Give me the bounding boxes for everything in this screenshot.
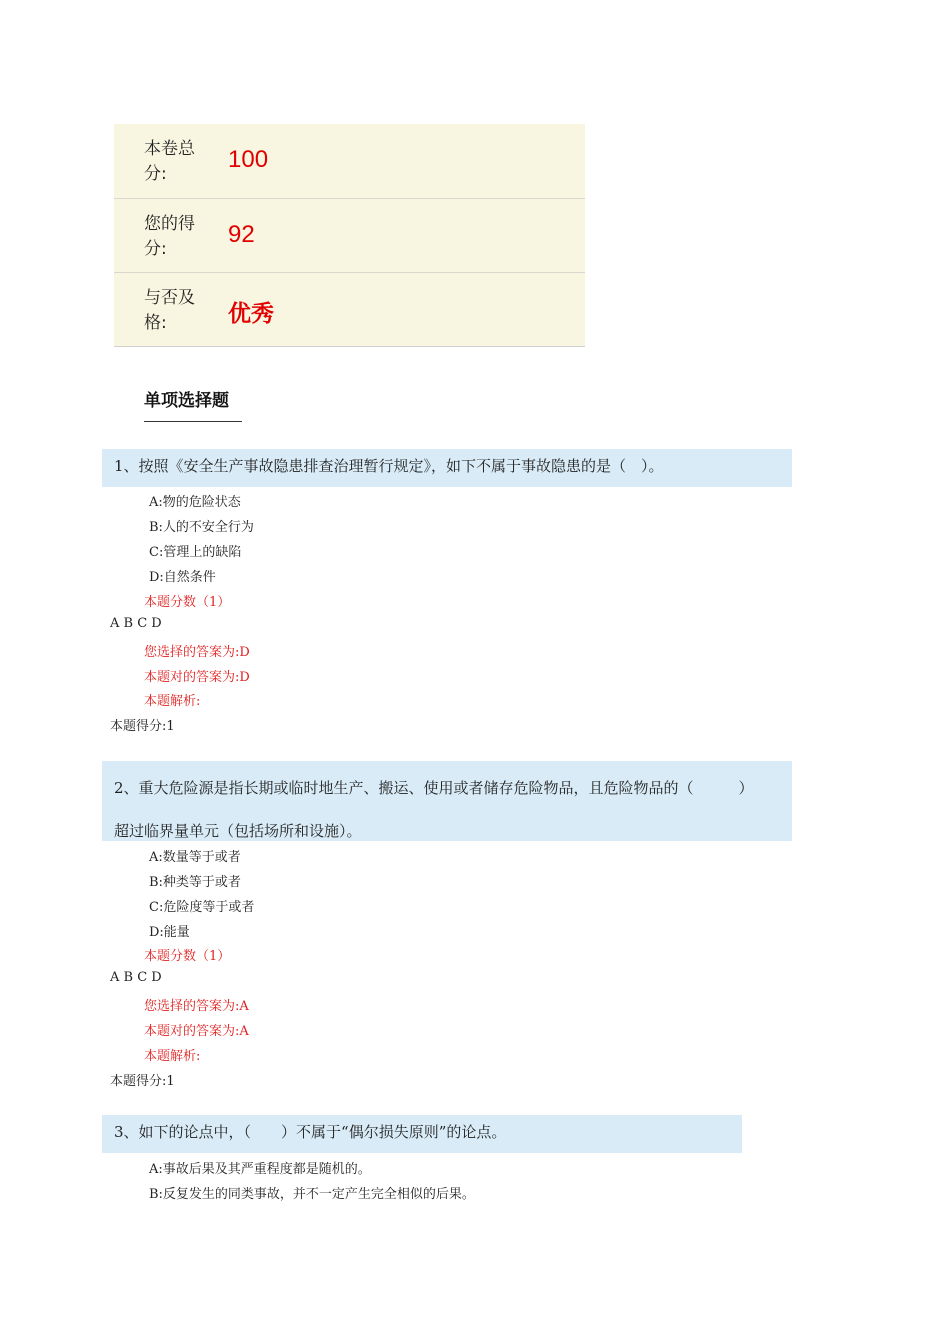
question-3-option-a[interactable]: A:事故后果及其严重程度都是随机的。 [149,1162,371,1177]
question-1-points: 本题分数（1） [144,595,231,610]
pass-status-value: 优秀 [228,301,274,327]
total-score-row [114,124,585,198]
question-1-option-d[interactable]: D:自然条件 [149,570,216,585]
your-score-row [114,198,585,272]
your-score-label: 您的得分: [144,214,195,259]
question-2-option-c[interactable]: C:危险度等于或者 [149,900,255,915]
section-title: 单项选择题 [144,386,242,422]
question-1-your-answer: 您选择的答案为:D [144,645,250,660]
question-1-score: 本题得分:1 [110,719,175,734]
question-1-text: 1、按照《安全生产事故隐患排查治理暂行规定》，如下不属于事故隐患的是（ ）。 [114,457,664,475]
pass-status-row [114,272,585,346]
question-2-analysis: 本题解析: [144,1049,201,1064]
question-1-correct-answer: 本题对的答案为:D [144,670,250,685]
question-3-text: 3、如下的论点中，（ ）不属于“偶尔损失原则”的论点。 [114,1123,507,1141]
question-1-option-c[interactable]: C:管理上的缺陷 [149,545,242,560]
question-2-text: 2、重大危险源是指长期或临时地生产、搬运、使用或者储存危险物品，且危险物品的（ ）超过临界量单元（包括场所和设施）。 [114,779,754,840]
question-1-option-a[interactable]: A:物的危险状态 [149,495,241,510]
question-2-points: 本题分数（1） [144,949,231,964]
question-1-choices[interactable]: A B C D [110,616,162,631]
question-2-choices[interactable]: A B C D [110,970,162,985]
question-3-option-b[interactable]: B:反复发生的同类事故，并不一定产生完全相似的后果。 [149,1187,475,1202]
question-3-header [102,1115,742,1153]
score-summary-table [114,124,585,347]
total-score-label: 本卷总分: [144,139,195,184]
total-score-value: 100 [228,146,269,173]
question-2-your-answer: 您选择的答案为:A [144,999,249,1014]
question-2-score: 本题得分:1 [110,1074,175,1089]
question-2-correct-answer: 本题对的答案为:A [144,1024,249,1039]
question-1-header [102,449,792,487]
question-2-option-a[interactable]: A:数量等于或者 [149,850,241,865]
question-1-option-b[interactable]: B:人的不安全行为 [149,520,254,535]
question-1-analysis: 本题解析: [144,694,201,709]
question-2-option-d[interactable]: D:能量 [149,925,190,940]
question-2-option-b[interactable]: B:种类等于或者 [149,875,241,890]
pass-status-label: 与否及格: [144,288,195,333]
your-score-value: 92 [228,221,255,248]
question-2-header [102,761,792,841]
